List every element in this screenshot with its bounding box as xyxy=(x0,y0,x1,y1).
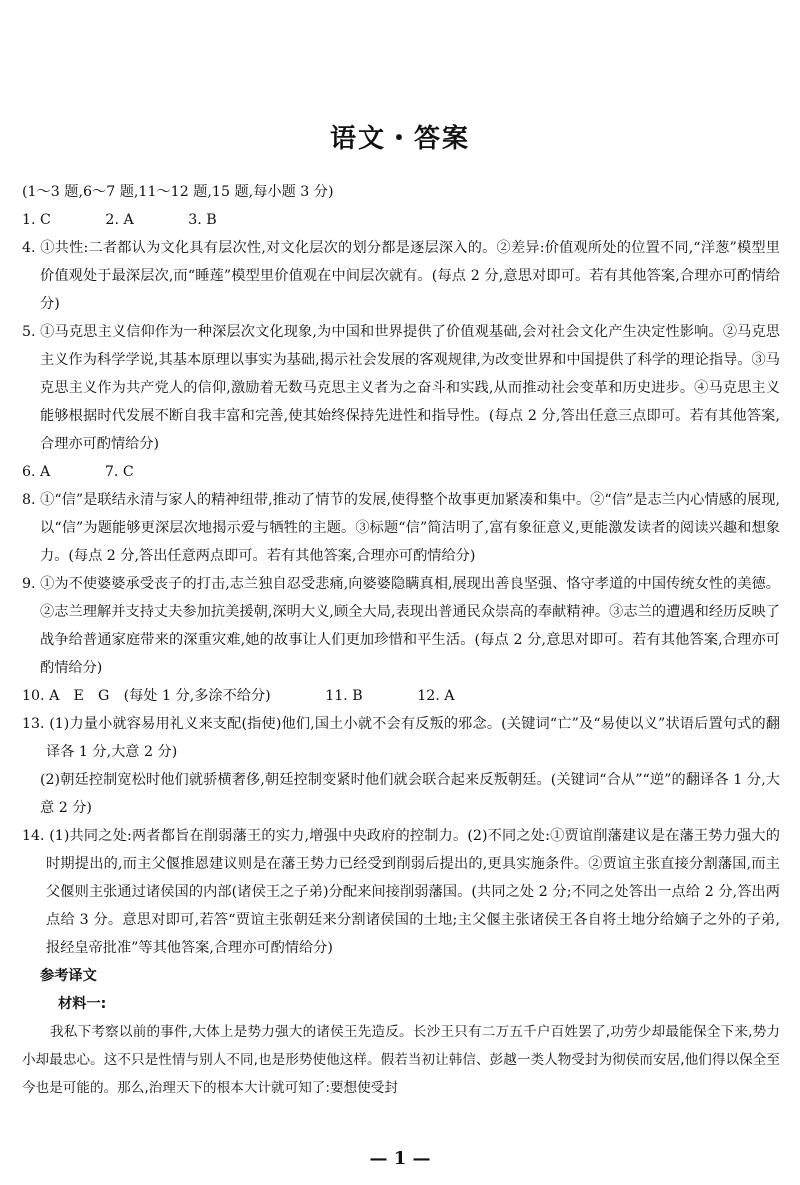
scoring-note: (1～3 题,6～7 题,11～12 题,15 题,每小题 3 分) xyxy=(22,184,334,200)
page-title: 语文・答案 xyxy=(329,124,470,154)
answer-5: 5. ①马克思主义信仰作为一种深层次文化现象,为中国和世界提供了价值观基础,会对社会文化产生决定性影响。②马克思主义作为科学学说,其基本原理以事实为基础,揭示社会发展的客观规律,为改变世界和中国提供了科学的理论指导。③马克思主义作为共产党人的信仰,激励着无数马克思主义者为之奋斗和实践,从而推动社会变革和历史进步。④马克思主义能够根据时代发展不断自我丰富和完善,使其始终保持先进性和指导性。(每点 2 分,答出任意三点即可。若有其他答案,合理亦可酌情给分) xyxy=(22,324,780,452)
answer-6: 6. A xyxy=(22,464,51,480)
answers-10-12 xyxy=(22,682,780,710)
reference-translation-heading: 参考译文 xyxy=(40,968,97,984)
answer-14: 14. (1)共同之处:两者都旨在削弱藩王的实力,增强中央政府的控制力。(2)不同之处:①贾谊削藩建议是在藩王势力强大的时期提出的,而主父偃推恩建议则是在藩王势力已经受到削弱后提出的,更具实施条件。②贾谊主张直接分割藩国,而主父偃则主张通过诸侯国的内部(诸侯王之子弟)分配来间接削弱藩国。(共同之处 2 分;不同之处答出一点给 2 分,答出两点给 3 分。意思对即可,若答“贾谊主张朝廷来分割诸侯国的土地;主父偃主张诸侯王各自将土地分给嫡子之外的子弟,报经皇帝批准”等其他答案,合理亦可酌情给分) xyxy=(22,828,780,956)
answer-2: 2. A xyxy=(105,212,134,228)
answer-3: 3. B xyxy=(188,212,217,228)
answer-4: 4. ①共性:二者都认为文化具有层次性,对文化层次的划分都是逐层深入的。②差异:价值观所处的位置不同,“洋葱”模型里价值观处于最深层次,而“睡莲”模型里价值观在中间层次就有。(每点 2 分,意思对即可。若有其他答案,合理亦可酌情给分) xyxy=(22,240,780,312)
answer-1: 1. C xyxy=(22,212,51,228)
answers-1-3 xyxy=(22,206,780,234)
answer-13-2: (2)朝廷控制宽松时他们就骄横奢侈,朝廷控制变紧时他们就会联合起来反叛朝廷。(关键词“合从”“逆”的翻译各 1 分,大意 2 分) xyxy=(40,772,780,816)
answer-9: 9. ①为不使婆婆承受丧子的打击,志兰独自忍受悲痛,向婆婆隐瞒真相,展现出善良坚强、恪守孝道的中国传统女性的美德。②志兰理解并支持丈夫参加抗美援朝,深明大义,顾全大局,表现出普通民众崇高的奉献精神。③志兰的遭遇和经历反映了战争给普通家庭带来的深重灾难,她的故事让人们更加珍惜和平生活。(每点 2 分,意思对即可。若有其他答案,合理亦可酌情给分) xyxy=(22,576,780,676)
answers-6-7 xyxy=(22,458,780,486)
answer-13-1: 13. (1)力量小就容易用礼义来支配(指使)他们,国土小就不会有反叛的邪念。(关键词“亡”及“易使以义”状语后置句式的翻译各 1 分,大意 2 分) xyxy=(22,716,780,760)
answer-10: 10. A E G (每处 1 分,多涂不给分) xyxy=(22,688,271,704)
page-number: — 1 — xyxy=(369,1148,431,1169)
answer-content xyxy=(22,178,780,1102)
answer-8: 8. ①“信”是联结永清与家人的精神纽带,推动了情节的发展,使得整个故事更加紧凑和集中。②“信”是志兰内心情感的展现,以“信”为题能够更深层次地揭示爱与牺牲的主题。③标题“信”简洁明了,富有象征意义,更能激发读者的阅读兴趣和想象力。(每点 2 分,答出任意两点即可。若有其他答案,合理亦可酌情给分) xyxy=(22,492,780,564)
answer-12: 12. A xyxy=(417,688,455,704)
material-one-heading: 材料一: xyxy=(58,996,107,1012)
answer-7: 7. C xyxy=(104,464,134,480)
answer-11: 11. B xyxy=(325,688,363,704)
translation-text: 我私下考察以前的事件,大体上是势力强大的诸侯王先造反。长沙王只有二万五千户百姓罢了,功劳少却最能保全下来,势力小却最忠心。这不只是性情与别人不同,也是形势使他这样。假若当初让韩信、彭越一类人物受封为彻侯而安居,他们得以保全至今也是可能的。那么,治理天下的根本大计就可知了:要想使受封 xyxy=(22,1024,780,1096)
